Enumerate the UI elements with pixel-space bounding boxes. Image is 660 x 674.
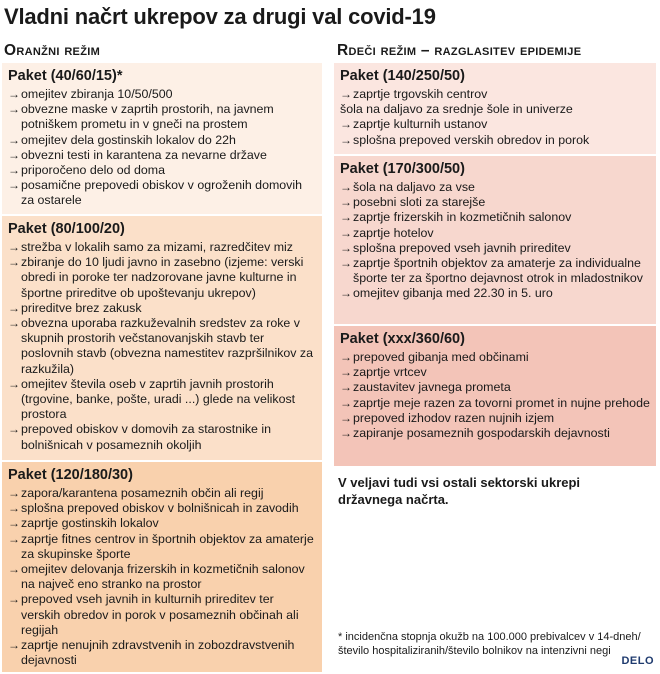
- list-item: → zaprtje meje razen za tovorni promet in nujne prehode: [340, 396, 650, 411]
- measure-list: [340, 350, 650, 441]
- orange-package-1: [2, 63, 322, 214]
- delo-logo: DELO: [621, 655, 654, 667]
- measure-list: [8, 240, 316, 453]
- list-item: → zapora/karantena posameznih občin ali regij: [8, 486, 316, 501]
- red-regime-heading: Rdeči režim – razglasitev epidemije: [337, 42, 582, 59]
- orange-package-2: [2, 216, 322, 460]
- list-item: → priporočeno delo od doma: [8, 163, 316, 178]
- list-item: → zapiranje posameznih gospodarskih dejavnosti: [340, 426, 650, 441]
- list-item: → omejitev zbiranja 10/50/500: [8, 87, 316, 102]
- list-item: → omejitev delovanja frizerskih in kozmetičnih salonov na največ eno stranko na prostor: [8, 562, 316, 592]
- list-item: → šola na daljavo za vse: [340, 180, 650, 195]
- list-item: → zaprtje vrtcev: [340, 365, 650, 380]
- list-item: → prepoved gibanja med občinami: [340, 350, 650, 365]
- list-item: → prepoved vseh javnih in kulturnih prireditev ter verskih obredov in porok v posameznih občinah ali regijah: [8, 592, 316, 638]
- list-item: → posebni sloti za starejše: [340, 195, 650, 210]
- list-item: → zaprtje frizerskih in kozmetičnih salonov: [340, 210, 650, 225]
- list-item: → splošna prepoved verskih obredov in porok: [340, 133, 650, 148]
- list-item: → prepoved izhodov razen nujnih izjem: [340, 411, 650, 426]
- list-item: → posamične prepovedi obiskov v ogroženih domovih za ostarele: [8, 178, 316, 208]
- list-item: → obvezne maske v zaprtih prostorih, na javnem potniškem prometu in v gneči na prostem: [8, 102, 316, 132]
- package-title: Paket (80/100/20): [8, 221, 125, 237]
- measure-list: [340, 87, 650, 148]
- package-title: Paket (120/180/30): [8, 467, 133, 483]
- package-title: Paket (xxx/360/60): [340, 331, 465, 347]
- measure-list: [8, 87, 316, 209]
- package-title: Paket (40/60/15)*: [8, 68, 123, 84]
- measure-list: [340, 180, 650, 302]
- list-item: → obvezna uporaba razkuževalnih sredstev za roke v skupnih prostorih večstanovanjskih stavb ter poslovnih stavb (obvezna namestitev razpršilnikov za razkužila): [8, 316, 316, 377]
- list-item: → zaprtje športnih objektov za amaterje za individualne športe ter za športno dejavnost otrok in mladostnikov: [340, 256, 650, 286]
- orange-regime-heading: Oranžni režim: [4, 42, 101, 59]
- sector-measures-note: V veljavi tudi vsi ostali sektorski ukrepi državnega načrta.: [338, 475, 581, 507]
- list-item: → splošna prepoved vseh javnih prireditev: [340, 241, 650, 256]
- incidence-footnote: * incidenčna stopnja okužb na 100.000 prebivalcev v 14-dneh/ število hospitaliziranih/število bolnikov na intenzivni negi: [338, 631, 641, 657]
- list-item: → omejitev gibanja med 22.30 in 5. uro: [340, 286, 650, 301]
- list-item: → zaprtje hotelov: [340, 226, 650, 241]
- list-item: → splošna prepoved obiskov v bolnišnicah in zavodih: [8, 501, 316, 516]
- red-package-3: [334, 326, 656, 466]
- list-item: → obvezni testi in karantena za nevarne države: [8, 148, 316, 163]
- list-item: šola na daljavo za srednje šole in univerze: [340, 102, 573, 117]
- list-item: → zbiranje do 10 ljudi javno in zasebno (izjeme: verski obredi in poroke ter nadzorovane javne kulturne in športne prireditve ob upoštevanju ukrepov): [8, 255, 316, 301]
- package-title: Paket (170/300/50): [340, 161, 465, 177]
- list-item: → omejitev dela gostinskih lokalov do 22h: [8, 133, 316, 148]
- list-item: → zaprtje trgovskih centrov: [340, 87, 650, 102]
- list-item: → prireditve brez zakusk: [8, 301, 316, 316]
- red-package-1: [334, 63, 656, 154]
- page-title: Vladni načrt ukrepov za drugi val covid-19: [4, 4, 436, 29]
- list-item: → prepoved obiskov v domovih za starostnike in bolnišnicah v posameznih okoljih: [8, 422, 316, 452]
- orange-package-3: [2, 462, 322, 672]
- measure-list: [8, 486, 316, 668]
- list-item: → omejitev števila oseb v zaprtih javnih prostorih (trgovine, banke, pošte, uradi ...) glede na velikost prostora: [8, 377, 316, 423]
- red-package-2: [334, 156, 656, 324]
- list-item: → zaprtje nenujnih zdravstvenih in zobozdravstvenih dejavnosti: [8, 638, 316, 668]
- list-item: → zaprtje fitnes centrov in športnih objektov za amaterje za skupinske športe: [8, 532, 316, 562]
- list-item: → zaprtje gostinskih lokalov: [8, 516, 316, 531]
- package-title: Paket (140/250/50): [340, 68, 465, 84]
- list-item: → strežba v lokalih samo za mizami, razredčitev miz: [8, 240, 316, 255]
- list-item: → zaprtje kulturnih ustanov: [340, 117, 650, 132]
- list-item: → zaustavitev javnega prometa: [340, 380, 650, 395]
